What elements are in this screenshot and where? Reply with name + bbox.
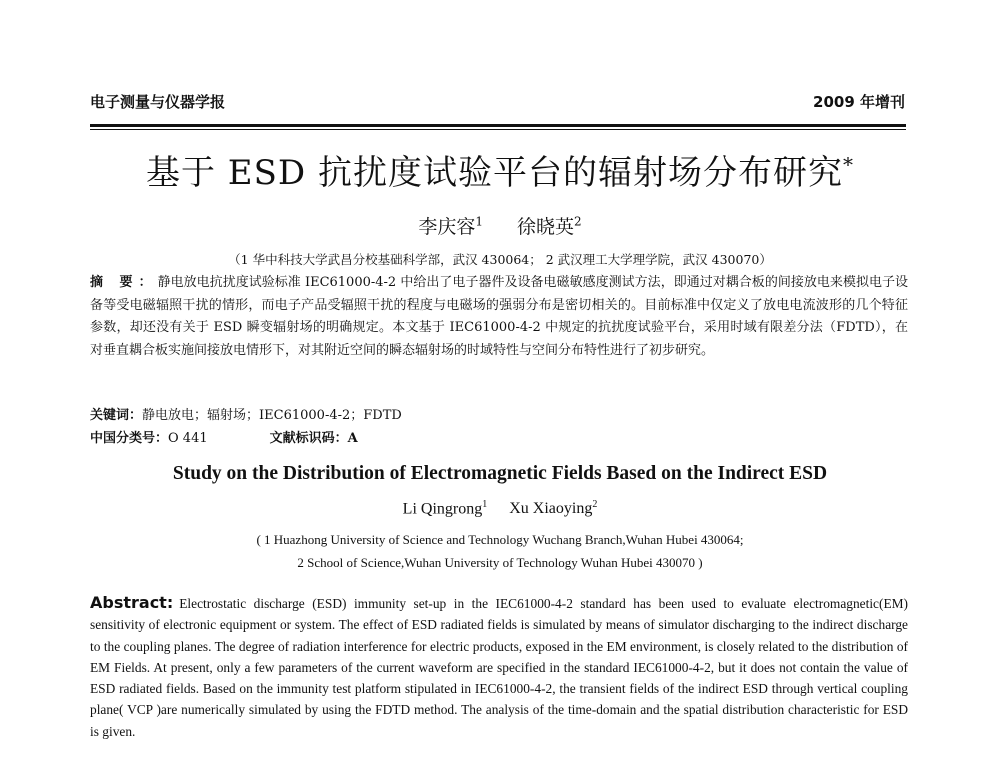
affiliation-cn: （1 华中科技大学武昌分校基础科学部，武汉 430064； 2 武汉理工大学理学院，武汉 430070） <box>228 252 772 267</box>
author-en: Li Qingrong <box>402 500 483 518</box>
classification-value: O 441 <box>168 431 208 446</box>
doc-code-label: 文献标识码： <box>269 431 348 446</box>
title-en: Study on the Distribution of Electromagnetic Fields Based on the Indirect ESD <box>172 463 828 484</box>
abstract-en <box>90 592 908 742</box>
keywords-cn-label: 关键词： <box>90 408 143 423</box>
author-en: Xu Xiaoying <box>509 500 593 518</box>
authors-en <box>0 499 1000 518</box>
affiliation-en-line: ( 1 Huazhong University of Science and Technology Wuchang Branch,Wuhan Hubei 430064; <box>256 532 744 547</box>
author-cn: 李庆容 <box>418 216 476 238</box>
keywords-cn <box>90 404 402 423</box>
journal-name: 电子测量与仪器学报 <box>90 93 226 111</box>
author-affil-mark: 1 <box>475 214 483 229</box>
issue-label: 2009 年增刊 <box>813 93 905 111</box>
abstract-cn-text: 静电放电抗扰度试验标准 IEC61000-4-2 中给出了电子器件及设备电磁敏感度测试方法，即通过对耦合板的间接放电来模拟电子设备等受电磁辐照干扰的情形，而电子产品受辐照干扰的程度与电磁场的强弱分布是密切相关的。目前标准中仅定义了放电电流波形的几个特征参数，却还没有关于 ESD 瞬变辐射场的明确规定。本文基于 IEC61000-4-2 中规定的抗扰度试验平台，采用时域有限差分法（FDTD），在对垂直耦合板实施间接放电情形下，对其附近空间的瞬态辐射场的时域特性与空间分布特性进行了初步研究。 <box>90 275 908 358</box>
header-rule-thin <box>90 129 906 130</box>
title-footnote-mark: * <box>843 152 854 177</box>
abstract-cn <box>90 272 908 362</box>
abstract-cn-label: 摘 要： <box>90 275 158 290</box>
keywords-cn-text: 静电放电；辐射场；IEC61000-4-2；FDTD <box>142 408 402 423</box>
authors-cn <box>0 212 1000 239</box>
abstract-en-label: Abstract: <box>90 593 174 612</box>
title-cn <box>0 145 1000 194</box>
title-cn-text: 基于 ESD 抗扰度试验平台的辐射场分布研究 <box>146 153 843 193</box>
affiliation-en-line: 2 School of Science,Wuhan University of Technology Wuhan Hubei 430070 ) <box>297 555 703 570</box>
affiliation-en <box>0 528 1000 574</box>
author-cn: 徐晓英 <box>517 216 575 238</box>
classification-label: 中国分类号： <box>90 431 169 446</box>
abstract-en-text: Electrostatic discharge (ESD) immunity set-up in the IEC61000-4-2 standard has been used to evaluate electromagnetic(EM) sensitivity of electronic equipment or system. The effect of ESD radiated fields is simulated by means of simulator discharging to the indirect discharge to the coupling planes. The degree of radiation interference for electric products, exposed in the EM environment, is closely related to the distribution of EM Fields. At present, only a few parameters of the current waveform are specified in the standard IEC61000-4-2, but it does not contain the value of ESD radiated fields. Based on the immunity test platform stipulated in IEC61000-4-2, the transient fields of the indirect ESD through vertical coupling plane( VCP )are numerically simulated by using the FDTD method. The analysis of the time-domain and the spatial distribution characteristic for ESD is given. <box>90 596 908 739</box>
author-affil-mark: 2 <box>592 499 598 510</box>
classification-cn <box>90 427 358 446</box>
author-affil-mark: 2 <box>574 214 582 229</box>
author-affil-mark: 1 <box>482 499 488 510</box>
doc-code-value: A <box>347 431 358 446</box>
header-rule-thick <box>90 124 906 127</box>
